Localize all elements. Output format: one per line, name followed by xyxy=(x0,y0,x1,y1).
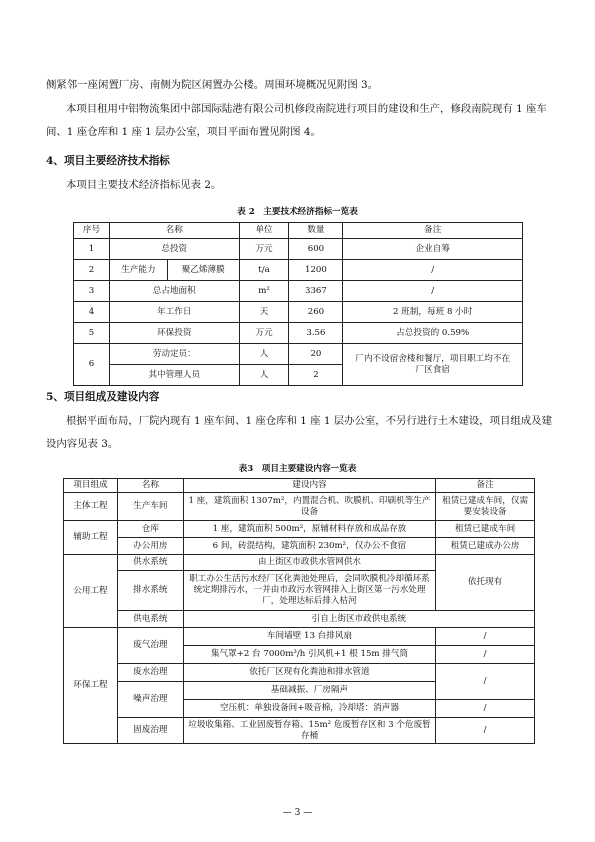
section-4-heading: 4、项目主要经济技术指标 xyxy=(46,155,170,167)
cell-note: / xyxy=(436,664,535,700)
cell-name: 排水系统 xyxy=(117,571,183,611)
cell-note: / xyxy=(343,281,523,302)
cell-unit: 人 xyxy=(239,344,289,365)
cell-note: 占总投资的 0.59% xyxy=(343,323,523,344)
cell-note: / xyxy=(343,260,523,281)
table-header-row xyxy=(64,479,535,493)
cell-name: 生产能力 xyxy=(109,260,167,281)
cell-note: 厂内不设宿舍楼和餐厅，项目职工均不在厂区食宿 xyxy=(343,344,523,386)
cell-no: 1 xyxy=(74,239,110,260)
table-row xyxy=(74,281,523,302)
table-row xyxy=(64,555,535,571)
cell-note: / xyxy=(436,646,535,664)
table-row xyxy=(64,718,535,744)
cell-name: 办公用房 xyxy=(117,538,183,555)
header-cell: 序号 xyxy=(74,223,110,239)
cell-content: 6 间，砖混结构，建筑面积 230m²，仅办公不食宿 xyxy=(183,538,435,555)
cell-note: 企业自筹 xyxy=(343,239,523,260)
intro-paragraph: 本项目租用中铝物流集团中部国际陆港有限公司机修段南院进行项目的建设和生产，修段南院现有 1 座车间、1 座仓库和 1 座 1 层办公室，项目平面布置见附图 4。 xyxy=(46,103,547,138)
cell-content: 1 座，建筑面积 500m²，原辅材料存放和成品存放 xyxy=(183,521,435,538)
table-row xyxy=(64,611,535,628)
cell-name: 总占地面积 xyxy=(109,281,239,302)
cell-content: 职工办公生活污水经厂区化粪池处理后，会同吹膜机冷却循环系统定期排污水，一并由市政污水管网排入上街区第一污水处理厂，处理达标后排入枯河 xyxy=(183,571,435,611)
cell-name: 聚乙烯薄膜 xyxy=(167,260,239,281)
cell-content: 集气罩+2 台 7000m³/h 引风机+1 根 15m 排气筒 xyxy=(183,646,435,664)
table-row xyxy=(64,664,535,682)
header-cell: 备注 xyxy=(436,479,535,493)
cell-qty: 2 xyxy=(289,365,343,386)
header-cell: 项目组成 xyxy=(64,479,118,493)
cell-qty: 20 xyxy=(289,344,343,365)
cell-name: 仓库 xyxy=(117,521,183,538)
cell-qty: 260 xyxy=(289,302,343,323)
cell-unit: 天 xyxy=(239,302,289,323)
cell-name: 环保投资 xyxy=(109,323,239,344)
cell-note: 租赁已建成办公房 xyxy=(436,538,535,555)
table-3-caption: 表3 项目主要建设内容一览表 xyxy=(238,464,357,474)
header-cell: 单位 xyxy=(239,223,289,239)
cell-content: 依托厂区现有化粪池和排水管道 xyxy=(183,664,435,682)
cell-content: 引自上街区市政供电系统 xyxy=(183,611,534,628)
cell-name: 供水系统 xyxy=(117,555,183,571)
cell-note: 租赁已建成车间，仅需要安装设备 xyxy=(436,493,535,521)
group-cell: 主体工程 xyxy=(64,493,118,521)
cell-name: 固废治理 xyxy=(117,718,183,744)
table-2-caption: 表 2 主要技术经济指标一览表 xyxy=(237,207,358,217)
cell-content: 垃圾收集箱、工业固废暂存箱、15m² 危废暂存区和 3 个危废暂存桶 xyxy=(183,718,435,744)
cell-qty: 3.56 xyxy=(289,323,343,344)
section-4-paragraph: 本项目主要技术经济指标见表 2。 xyxy=(66,179,222,191)
cell-note: 租赁已建成车间 xyxy=(436,521,535,538)
cell-name: 年工作日 xyxy=(109,302,239,323)
cell-content: 基础减振、厂房隔声 xyxy=(183,682,435,700)
table-row xyxy=(64,521,535,538)
table-row xyxy=(64,538,535,555)
construction-content-table xyxy=(63,478,535,744)
cell-name: 其中管理人员 xyxy=(109,365,239,386)
group-cell: 辅助工程 xyxy=(64,521,118,555)
table-header-row xyxy=(74,223,523,239)
page-number: — 3 — xyxy=(282,808,313,818)
header-cell: 数量 xyxy=(289,223,343,239)
header-cell: 备注 xyxy=(343,223,523,239)
header-cell: 名称 xyxy=(109,223,239,239)
cell-note: 2 班制，每班 8 小时 xyxy=(343,302,523,323)
cell-unit: 万元 xyxy=(239,239,289,260)
section-5-heading: 5、项目组成及建设内容 xyxy=(46,391,160,403)
cell-no: 2 xyxy=(74,260,110,281)
cell-unit: t/a xyxy=(239,260,289,281)
cell-name: 生产车间 xyxy=(117,493,183,521)
cell-note: / xyxy=(436,718,535,744)
cell-name: 废水治理 xyxy=(117,664,183,682)
cell-no: 4 xyxy=(74,302,110,323)
cell-content: 由上街区市政供水管网供水 xyxy=(183,555,435,571)
cell-qty: 1200 xyxy=(289,260,343,281)
cell-name: 劳动定员： xyxy=(109,344,239,365)
cell-unit: 万元 xyxy=(239,323,289,344)
table-row xyxy=(74,239,523,260)
cell-content: 空压机：单独设备间+吸音棉，冷却塔：消声器 xyxy=(183,700,435,718)
cell-no: 6 xyxy=(74,344,110,386)
table-row xyxy=(74,344,523,365)
cell-note: / xyxy=(436,700,535,718)
tech-econ-indicators-table xyxy=(73,222,523,386)
cell-note: 依托现有 xyxy=(436,555,535,611)
table-row xyxy=(64,628,535,646)
cell-content: 车间墙壁 13 台排风扇 xyxy=(183,628,435,646)
cell-name: 废气治理 xyxy=(117,628,183,664)
cell-name: 供电系统 xyxy=(117,611,183,628)
header-cell: 建设内容 xyxy=(183,479,435,493)
cell-qty: 3367 xyxy=(289,281,343,302)
table-row xyxy=(74,323,523,344)
cell-qty: 600 xyxy=(289,239,343,260)
cell-name: 总投资 xyxy=(109,239,239,260)
cell-unit: m² xyxy=(239,281,289,302)
cell-unit: 人 xyxy=(239,365,289,386)
cell-no: 5 xyxy=(74,323,110,344)
table-row xyxy=(74,260,523,281)
section-5-paragraph: 根据平面布局，厂院内现有 1 座车间、1 座仓库和 1 座 1 层办公室，不另行进行土木建设，项目组成及建设内容见表 3。 xyxy=(46,415,552,450)
cell-note: / xyxy=(436,628,535,646)
header-cell: 名称 xyxy=(117,479,183,493)
cell-content: 1 座，建筑面积 1307m²，内置混合机、吹膜机、印刷机等生产设备 xyxy=(183,493,435,521)
table-row xyxy=(74,302,523,323)
intro-line: 侧紧邻一座闲置厂房、南侧为院区闲置办公楼。周围环境概况见附图 3。 xyxy=(46,79,379,91)
table-row xyxy=(64,493,535,521)
group-cell: 公用工程 xyxy=(64,555,118,628)
cell-name: 噪声治理 xyxy=(117,682,183,718)
group-cell: 环保工程 xyxy=(64,628,118,744)
cell-no: 3 xyxy=(74,281,110,302)
